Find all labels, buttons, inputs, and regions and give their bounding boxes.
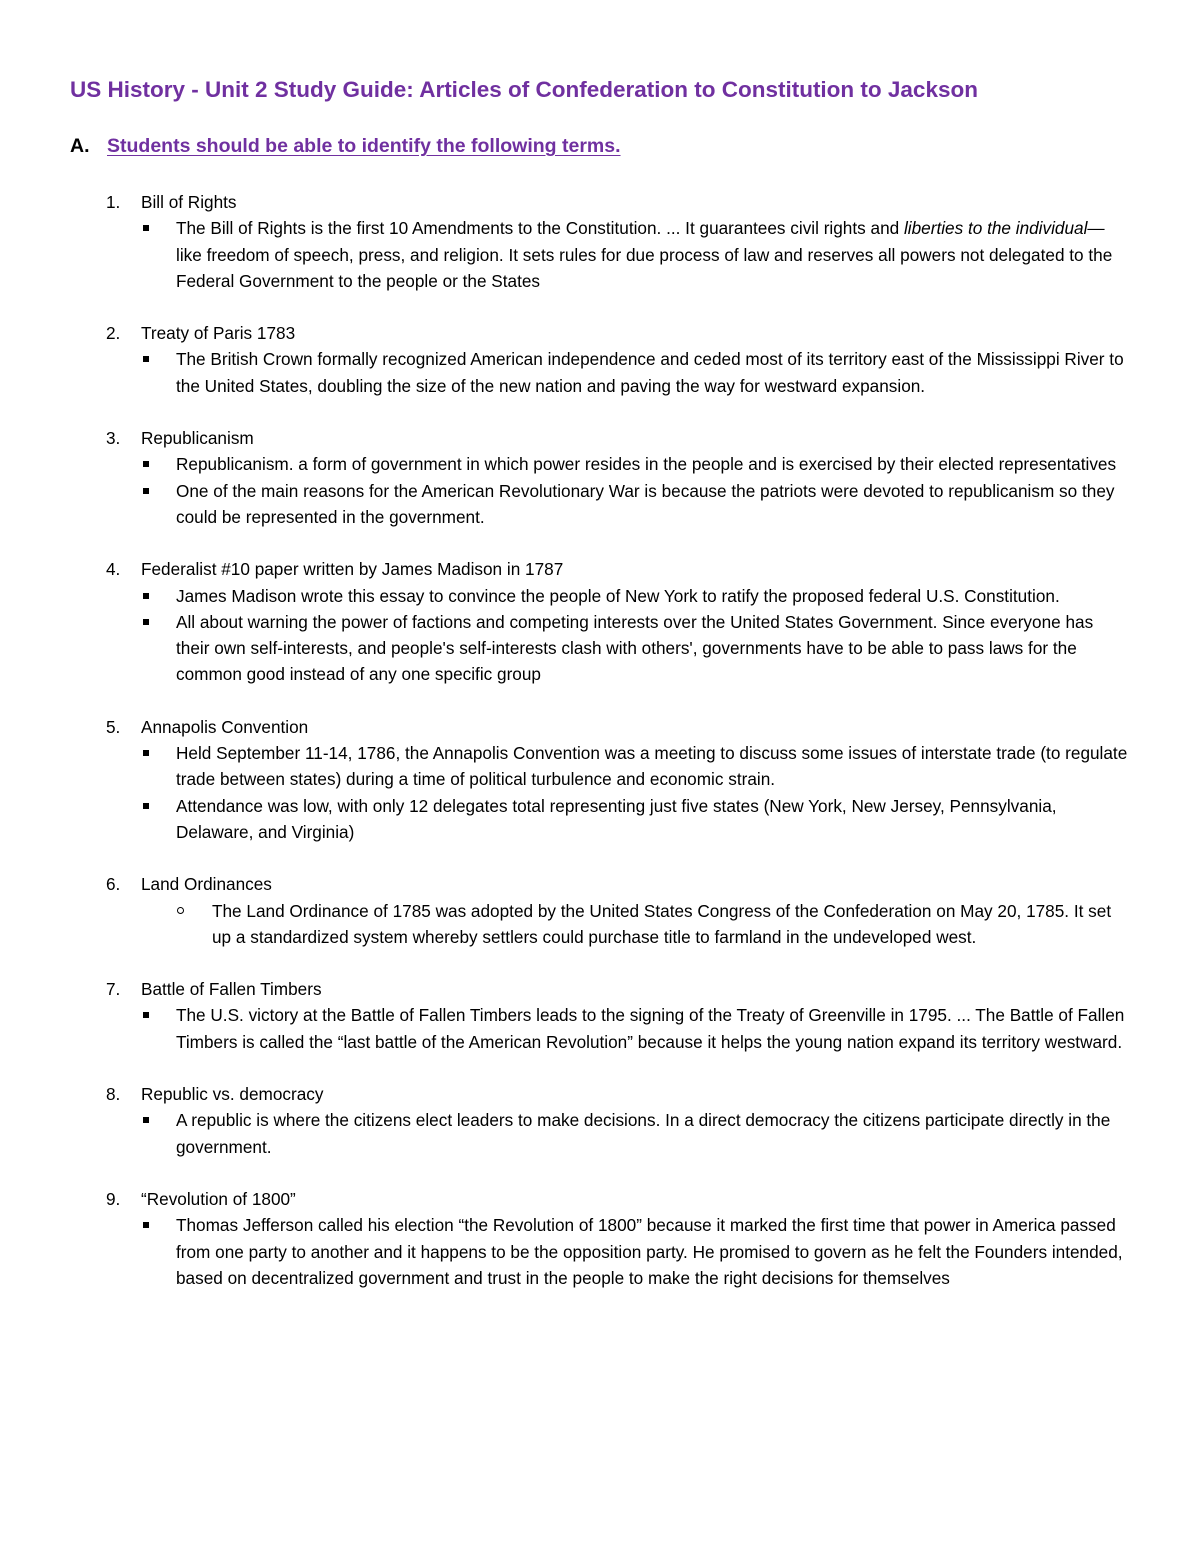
term-bullet xyxy=(70,1107,1130,1160)
square-bullet-icon xyxy=(70,1002,176,1055)
section-a-heading-text: Students should be able to identify the following terms. xyxy=(107,135,621,157)
term-item xyxy=(70,1081,1130,1160)
square-bullet-icon xyxy=(70,1107,176,1160)
term-heading xyxy=(70,714,1130,740)
term-label: Battle of Fallen Timbers xyxy=(141,979,322,1000)
term-item xyxy=(70,714,1130,845)
square-bullet-icon xyxy=(70,793,176,846)
term-item xyxy=(70,1186,1130,1291)
bullet-text: The British Crown formally recognized American independence and ceded most of its territory east of the Mississippi River to the United States, doubling the size of the new nation and paving the way for westward expansion. xyxy=(176,349,1124,396)
term-heading xyxy=(70,1186,1130,1212)
term-label: “Revolution of 1800” xyxy=(141,1188,296,1209)
term-bullet xyxy=(70,898,1130,951)
bullet-text: A republic is where the citizens elect leaders to make decisions. In a direct democracy the citizens participate directly in the government. xyxy=(176,1110,1111,1157)
bullet-text-part: —like freedom of speech, press, and religion. It sets rules for due process of law and reserves all powers not delegated to the Federal Government to the people or the States xyxy=(176,218,1113,291)
bullet-text: The Land Ordinance of 1785 was adopted by the United States Congress of the Confederation on May 20, 1785. It set up a standardized system whereby settlers could purchase title to farmland in the undeveloped west. xyxy=(212,900,1112,947)
bullet-text-italic: liberties to the individual xyxy=(903,218,1088,239)
term-heading xyxy=(70,871,1130,897)
term-bullet xyxy=(70,215,1130,294)
term-bullet xyxy=(70,1212,1130,1291)
term-item xyxy=(70,320,1130,399)
term-number: 7. xyxy=(106,979,121,1000)
bullet-text: James Madison wrote this essay to convince the people of New York to ratify the proposed federal U.S. Constitution. xyxy=(176,585,1060,606)
term-bullet xyxy=(70,1002,1130,1055)
term-label: Land Ordinances xyxy=(141,874,272,895)
bullet-text: The U.S. victory at the Battle of Fallen Timbers leads to the signing of the Treaty of Greenville in 1795. ... The Battle of Fallen Timbers is called the “last battle of the American Revolution” because it helps the young nation expand its territory westward. xyxy=(176,1005,1125,1052)
term-number: 4. xyxy=(106,559,121,580)
term-number: 9. xyxy=(106,1188,121,1209)
term-number: 1. xyxy=(106,192,121,212)
term-heading xyxy=(70,556,1130,582)
square-bullet-icon xyxy=(70,583,176,609)
term-label: Bill of Rights xyxy=(141,192,237,212)
square-bullet-icon xyxy=(70,740,176,793)
term-number: 5. xyxy=(106,716,121,737)
term-bullet xyxy=(70,346,1130,399)
term-bullet xyxy=(70,583,1130,609)
bullet-text: Republicanism. a form of government in which power resides in the people and is exercised by their elected representatives xyxy=(176,454,1117,475)
circle-bullet-icon xyxy=(70,898,212,951)
term-bullet xyxy=(70,793,1130,846)
term-bullet xyxy=(70,451,1130,477)
term-item xyxy=(70,976,1130,1055)
term-label: Republic vs. democracy xyxy=(141,1084,324,1105)
term-item xyxy=(70,556,1130,687)
term-label: Treaty of Paris 1783 xyxy=(141,323,296,344)
term-item xyxy=(70,871,1130,950)
bullet-text: Thomas Jefferson called his election “the Revolution of 1800” because it marked the first time that power in America passed from one party to another and it happens to be the opposition party. He promised to govern as he felt the Founders intended, based on decentralized government and trust in the people to make the right decisions for themselves xyxy=(176,1215,1123,1288)
square-bullet-icon xyxy=(70,215,176,294)
square-bullet-icon xyxy=(70,609,176,688)
square-bullet-icon xyxy=(70,451,176,477)
term-heading xyxy=(70,976,1130,1002)
bullet-text-part: The Bill of Rights is the first 10 Amendments to the Constitution. ... It guarantees civil rights and xyxy=(176,218,904,239)
square-bullet-icon xyxy=(70,478,176,531)
bullet-text: Held September 11-14, 1786, the Annapolis Convention was a meeting to discuss some issues of interstate trade (to regulate trade between states) during a time of political turbulence and economic strain. xyxy=(176,743,1128,790)
bullet-text: All about warning the power of factions and competing interests over the United States Government. Since everyone has their own self-interests, and people's self-interests clash with others', governments have to be able to pass laws for the common good instead of any one specific group xyxy=(176,611,1094,685)
term-heading xyxy=(70,320,1130,346)
term-label: Federalist #10 paper written by James Madison in 1787 xyxy=(141,559,564,580)
bullet-text: Attendance was low, with only 12 delegates total representing just five states (New York, New Jersey, Pennsylvania, Delaware, and Virginia) xyxy=(176,795,1057,842)
term-number: 6. xyxy=(106,874,121,895)
term-heading xyxy=(70,1081,1130,1107)
bullet-text xyxy=(176,215,1130,294)
term-number: 3. xyxy=(106,428,121,449)
term-number: 2. xyxy=(106,323,121,344)
section-a-heading xyxy=(70,132,1130,160)
section-a-letter: A. xyxy=(70,135,90,157)
term-bullet xyxy=(70,740,1130,793)
term-heading xyxy=(70,189,1130,215)
term-number: 8. xyxy=(106,1084,121,1105)
term-label: Republicanism xyxy=(141,428,254,449)
term-item xyxy=(70,189,1130,294)
terms-list xyxy=(70,189,1130,1291)
term-bullet xyxy=(70,609,1130,688)
square-bullet-icon xyxy=(70,1212,176,1291)
term-item xyxy=(70,425,1130,530)
term-label: Annapolis Convention xyxy=(141,716,309,737)
term-heading xyxy=(70,425,1130,451)
square-bullet-icon xyxy=(70,346,176,399)
term-bullet xyxy=(70,478,1130,531)
document-title: US History - Unit 2 Study Guide: Articles of Confederation to Constitution to Jackson xyxy=(70,77,978,102)
bullet-text: One of the main reasons for the American Revolutionary War is because the patriots were devoted to republicanism so they could be represented in the government. xyxy=(176,480,1115,527)
